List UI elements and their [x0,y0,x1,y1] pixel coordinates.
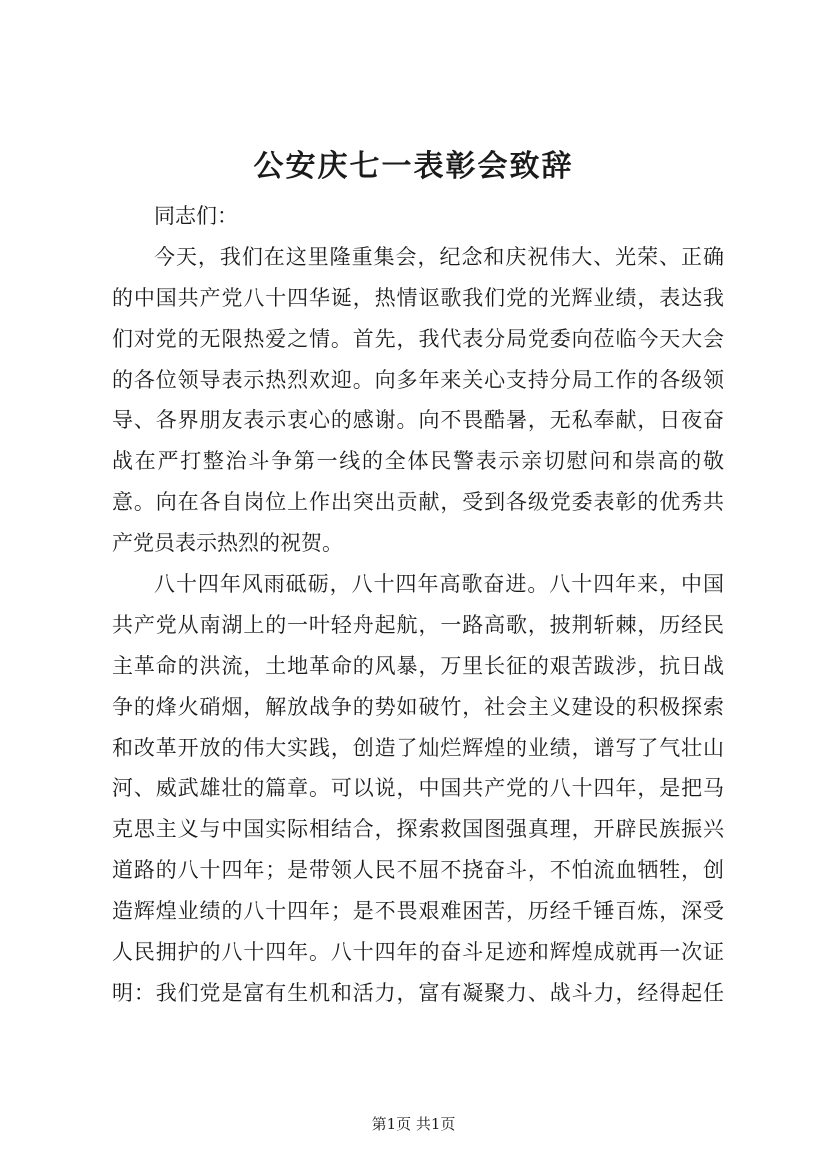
document-body [112,196,724,1014]
document-title: 公安庆七一表彰会致辞 [253,149,574,184]
text-line: 和改革开放的伟大实践，创造了灿烂辉煌的业绩，谱写了气壮山 [112,735,724,760]
text-line: 八十四年风雨砥砺，八十四年高歌奋进。八十四年来，中国 [154,572,724,597]
text-line: 克思主义与中国实际相结合，探索救国图强真理，开辟民族振兴 [112,817,724,842]
page-footer: 第1页 共1页 [371,1115,456,1133]
text-line: 河、威武雄壮的篇章。可以说，中国共产党的八十四年，是把马 [112,776,724,801]
text-line: 的各位领导表示热烈欢迎。向多年来关心支持分局工作的各级领 [112,367,724,392]
text-line: 今天，我们在这里隆重集会，纪念和庆祝伟大、光荣、正确 [154,244,724,269]
text-line: 战在严打整治斗争第一线的全体民警表示亲切慰问和崇高的敬 [112,449,724,474]
text-line: 主革命的洪流，土地革命的风暴，万里长征的艰苦跋涉，抗日战 [112,653,724,678]
text-line: 道路的八十四年；是带领人民不屈不挠奋斗，不怕流血牺牲，创 [112,858,724,883]
text-line: 造辉煌业绩的八十四年；是不畏艰难困苦，历经千锤百炼，深受 [112,899,724,924]
text-line: 同志们： [154,204,238,228]
text-line: 们对党的无限热爱之情。首先，我代表分局党委向莅临今天大会 [112,326,724,351]
text-line: 人民拥护的八十四年。八十四年的奋斗足迹和辉煌成就再一次证 [112,940,724,965]
text-line: 产党员表示热烈的祝贺。 [112,531,343,556]
text-line: 意。向在各自岗位上作出突出贡献，受到各级党委表彰的优秀共 [112,490,724,515]
text-line: 导、各界朋友表示衷心的感谢。向不畏酷暑，无私奉献，日夜奋 [112,408,724,433]
text-line: 明：我们党是富有生机和活力，富有凝聚力、战斗力，经得起任 [112,980,724,1005]
text-line: 的中国共产党八十四华诞，热情讴歌我们党的光辉业绩，表达我 [112,285,724,310]
text-line: 争的烽火硝烟，解放战争的势如破竹，社会主义建设的积极探索 [112,694,724,719]
text-line: 共产党从南湖上的一叶轻舟起航，一路高歌，披荆斩棘，历经民 [112,612,724,637]
